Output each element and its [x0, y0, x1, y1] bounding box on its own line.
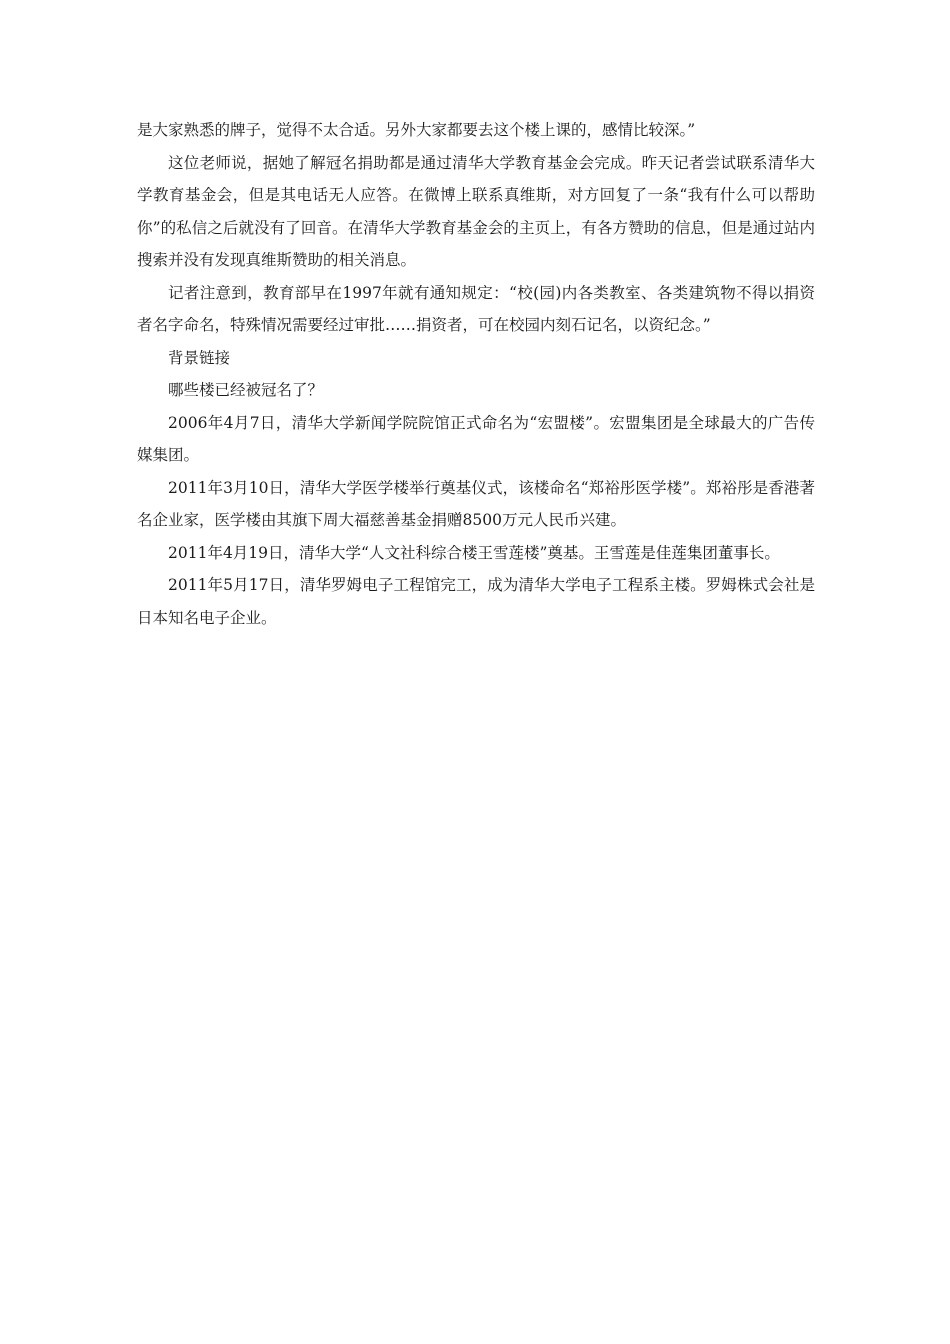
section-subheading-named-buildings: 哪些楼已经被冠名了？: [168, 381, 324, 399]
paragraph-foundation-contact: 这位老师说，据她了解冠名捐助都是通过清华大学教育基金会完成。昨天记者尝试联系清华大学教育基金会，但是其电话无人应答。在微博上联系真维斯，对方回复了一条“我有什么可以帮助你”的私信之后就没有了回音。在清华大学教育基金会的主页上，有各方赞助的信息，但是通过站内搜索并没有发现真维斯赞助的相关消息。: [137, 153, 815, 269]
paragraph-medical-building: 2011年3月10日，清华大学医学楼举行奠基仪式，该楼命名“郑裕彤医学楼”。郑裕彤是香港著名企业家，医学楼由其旗下周大福慈善基金捐赠8500万元人民币兴建。: [137, 478, 815, 529]
paragraph-hongmeng-building: 2006年4月7日，清华大学新闻学院院馆正式命名为“宏盟楼”。宏盟集团是全球最大的广告传媒集团。: [137, 413, 815, 464]
paragraph-rohm-building: 2011年5月17日，清华罗姆电子工程馆完工，成为清华大学电子工程系主楼。罗姆株式会社是日本知名电子企业。: [137, 576, 815, 627]
paragraph-humanities-building: 2011年4月19日，清华大学“人文社科综合楼王雪莲楼”奠基。王雪莲是佳莲集团董事长。: [168, 543, 780, 562]
document-page: [137, 114, 815, 634]
paragraph-continuation: 是大家熟悉的牌子，觉得不太合适。另外大家都要去这个楼上课的，感情比较深。”: [137, 121, 696, 139]
paragraph-ministry-rule: 记者注意到，教育部早在1997年就有通知规定：“校(园)内各类教室、各类建筑物不得以捐资者名字命名，特殊情况需要经过审批……捐资者，可在校园内刻石记名，以资纪念。”: [137, 283, 815, 334]
section-heading-background: 背景链接: [168, 348, 231, 367]
